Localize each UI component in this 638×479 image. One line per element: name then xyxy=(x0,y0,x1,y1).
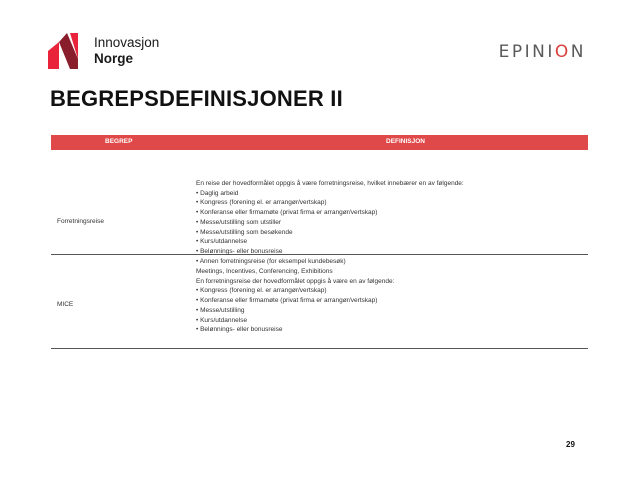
definition-line: • Belønnings- eller bonusreise xyxy=(196,247,283,255)
definition-line: En forretningsreise der hovedformålet oppgis å være en av følgende: xyxy=(196,277,395,285)
term-cell: MICE xyxy=(57,301,74,308)
definition-line: • Kurs/utdannelse xyxy=(196,316,248,324)
epinion-logo-o: O xyxy=(554,42,571,62)
definition-line: • Messe/utstilling som utstiller xyxy=(196,218,281,226)
definition-line: • Messe/utstilling xyxy=(196,306,245,314)
logo-wordmark xyxy=(94,35,159,67)
column-header-definition: DEFINISJON xyxy=(386,138,426,145)
definition-line: • Kurs/utdannelse xyxy=(196,238,248,246)
table-header xyxy=(51,135,588,150)
table-row xyxy=(51,255,588,349)
definition-line: En reise der hovedformålet oppgis å være forretningsreise, hvilket innebærer en av følgende: xyxy=(196,180,464,187)
innovasjon-norge-logo xyxy=(48,33,188,69)
definition-cell xyxy=(196,179,464,266)
page-number: 29 xyxy=(566,440,575,449)
definition-line: • Messe/utstilling som besøkende xyxy=(196,228,293,236)
definition-line: • Konferanse eller firmamøte (privat firma er arrangør/vertskap) xyxy=(196,297,378,305)
definitions-table xyxy=(51,135,588,349)
logo-line-1: Innovasjon xyxy=(94,35,160,50)
definition-line: • Kongress (forening el. er arrangør/vertskap) xyxy=(196,199,327,207)
logo-line-2: Norge xyxy=(94,51,134,66)
page-title: BEGREPSDEFINISJONER II xyxy=(50,86,343,111)
definition-line: • Kongress (forening el. er arrangør/vertskap) xyxy=(196,287,327,295)
definition-line: • Belønnings- eller bonusreise xyxy=(196,326,283,334)
column-header-term: BEGREP xyxy=(105,138,133,145)
epinion-logo xyxy=(499,42,586,62)
definition-cell xyxy=(196,267,394,335)
epinion-logo-prefix: EPINI xyxy=(498,42,555,62)
definition-line: • Daglig arbeid xyxy=(196,189,239,197)
table-row xyxy=(51,150,588,265)
term-cell: Forretningsreise xyxy=(57,218,104,225)
innovasjon-norge-logo-mark-icon xyxy=(48,33,86,69)
definition-line: • Annen forretningsreise (for eksempel kundebesøk) xyxy=(196,257,346,265)
epinion-logo-suffix: N xyxy=(570,42,586,62)
definition-line: Meetings, Incentives, Conferencing, Exhibitions xyxy=(196,268,333,275)
definition-line: • Konferanse eller firmamøte (privat firma er arrangør/vertskap) xyxy=(196,209,378,217)
